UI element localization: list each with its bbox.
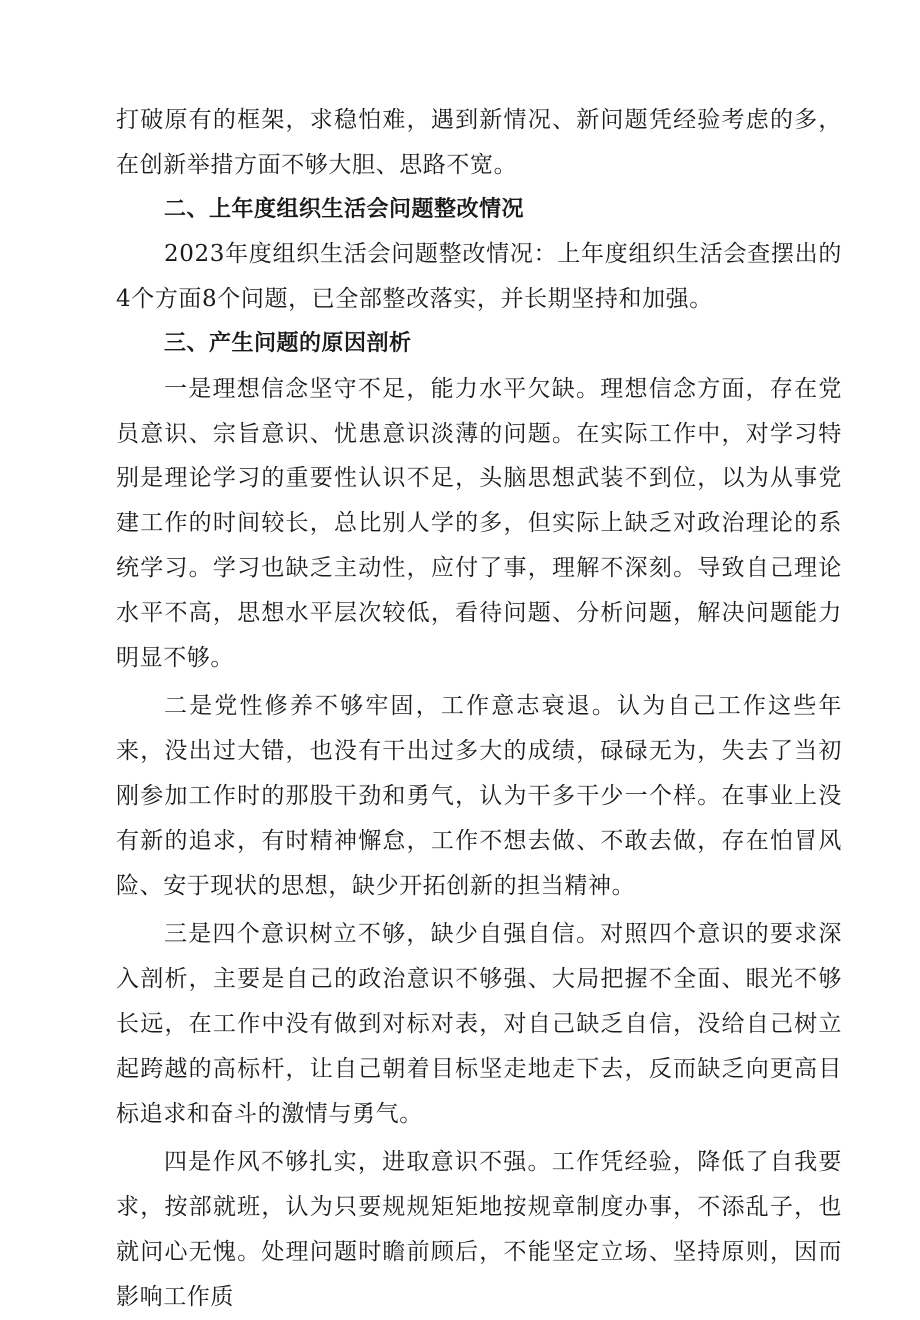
section-heading-3: 三、产生问题的原因剖析 [164, 330, 412, 356]
paragraph-cause-3: 三是四个意识树立不够，缺少自强自信。对照四个意识的要求深入剖析，主要是自己的政治意识不够强、大局把握不全面、眼光不够长远，在工作中没有做到对标对表，对自己缺乏自信，没给自己树立起跨越的高标杆，让自己朝着目标坚走地走下去，反而缺乏向更高目标追求和奋斗的激情与勇气。 [116, 921, 842, 1127]
paragraph-continuation: 打破原有的框架，求稳怕难，遇到新情况、新问题凭经验考虑的多，在创新举措方面不够大胆、思路不宽。 [116, 107, 842, 178]
section-heading-2: 二、上年度组织生活会问题整改情况 [164, 196, 525, 222]
document-body [116, 98, 842, 1320]
paragraph-cause-4: 四是作风不够扎实，进取意识不强。工作凭经验，降低了自我要求，按部就班，认为只要规规矩矩地按规章制度办事，不添乱子，也就问心无愧。处理问题时瞻前顾后，不能坚定立场、坚持原则，因而影响工作质 [116, 1149, 842, 1310]
paragraph-cause-1: 一是理想信念坚守不足，能力水平欠缺。理想信念方面，存在党员意识、宗旨意识、忧患意识淡薄的问题。在实际工作中，对学习特别是理论学习的重要性认识不足，头脑思想武装不到位，以为从事党建工作的时间较长，总比别人学的多，但实际上缺乏对政治理论的系统学习。学习也缺乏主动性，应付了事，理解不深刻。导致自己理论水平不高，思想水平层次较低，看待问题、分析问题，解决问题能力明显不够。 [116, 375, 842, 671]
paragraph-cause-2: 二是党性修养不够牢固，工作意志衰退。认为自己工作这些年来，没出过大错，也没有干出过多大的成绩，碌碌无为，失去了当初刚参加工作时的那股干劲和勇气，认为干多干少一个样。在事业上没有新的追求，有时精神懈怠，工作不想去做、不敢去做，存在怕冒风险、安于现状的思想，缺少开拓创新的担当精神。 [116, 693, 842, 899]
paragraph-rectification: 2023年度组织生活会问题整改情况：上年度组织生活会查摆出的4个方面8个问题，已全部整改落实，并长期坚持和加强。 [116, 241, 842, 313]
